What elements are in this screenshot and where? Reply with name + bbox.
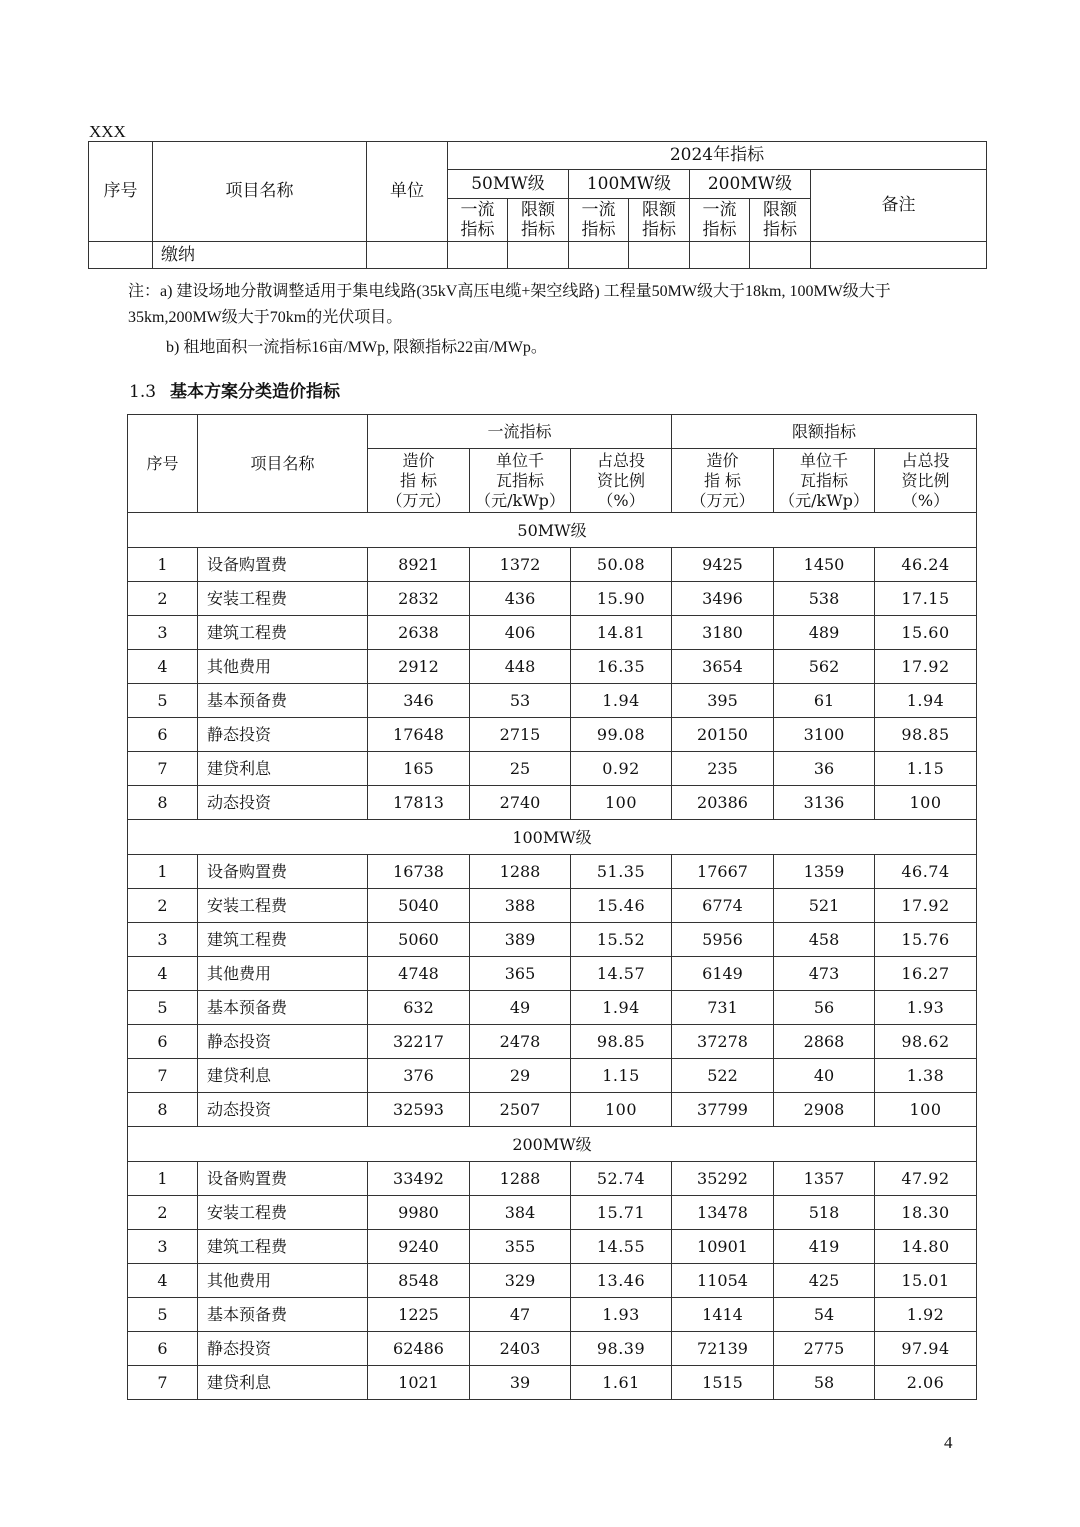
cell-unit-kw: 384 [470, 1196, 571, 1230]
cell-unit-kw: 1288 [470, 855, 571, 889]
cell-unit-kw: 473 [774, 957, 875, 991]
cell-unit-kw: 1372 [470, 548, 571, 582]
cell-seq: 4 [128, 1264, 198, 1298]
cell-ratio: 51.35 [571, 855, 672, 889]
cell-unit-kw: 47 [470, 1298, 571, 1332]
cell-ratio: 1.93 [875, 991, 977, 1025]
t1-header-quota: 限额 指标 [629, 199, 690, 242]
cell-ratio: 15.90 [571, 582, 672, 616]
table-row [128, 582, 977, 616]
group-label: 50MW级 [128, 513, 977, 548]
cell-ratio: 98.85 [875, 718, 977, 752]
cell-seq: 1 [128, 855, 198, 889]
table-row [128, 786, 977, 820]
cell-unit-kw: 40 [774, 1059, 875, 1093]
cell-unit-kw: 448 [470, 650, 571, 684]
t1-cell-value [690, 242, 750, 269]
cell-ratio: 16.27 [875, 957, 977, 991]
cell-cost: 3496 [672, 582, 774, 616]
cell-item-name: 设备购置费 [198, 548, 368, 582]
table-row [128, 1230, 977, 1264]
table-row [128, 855, 977, 889]
table-row [128, 1025, 977, 1059]
cell-unit-kw: 36 [774, 752, 875, 786]
cell-ratio: 17.92 [875, 650, 977, 684]
t2-header-cost: 造价 指 标 （万元） [368, 449, 470, 513]
cell-ratio: 1.15 [875, 752, 977, 786]
t2-header-name: 项目名称 [198, 415, 368, 513]
cell-item-name: 建贷利息 [198, 1366, 368, 1400]
t1-cell-value [750, 242, 811, 269]
cell-seq: 6 [128, 718, 198, 752]
cell-unit-kw: 3100 [774, 718, 875, 752]
cell-unit-kw: 425 [774, 1264, 875, 1298]
cell-cost: 8921 [368, 548, 470, 582]
cell-seq: 2 [128, 889, 198, 923]
t1-header-first-class: 一流 指标 [448, 199, 508, 242]
t1-header-100mw: 100MW级 [569, 170, 690, 199]
t2-header-seq: 序号 [128, 415, 198, 513]
cell-unit-kw: 2908 [774, 1093, 875, 1127]
cell-cost: 33492 [368, 1162, 470, 1196]
cell-unit-kw: 2507 [470, 1093, 571, 1127]
cell-cost: 9425 [672, 548, 774, 582]
cell-cost: 17648 [368, 718, 470, 752]
cost-indicator-table [127, 414, 977, 1400]
t2-header-ratio: 占总投 资比例 （%） [875, 449, 977, 513]
cell-ratio: 100 [875, 1093, 977, 1127]
cell-unit-kw: 56 [774, 991, 875, 1025]
cell-seq: 3 [128, 616, 198, 650]
t1-cell-value [508, 242, 569, 269]
t1-header-50mw: 50MW级 [448, 170, 569, 199]
cell-cost: 235 [672, 752, 774, 786]
section-title: 基本方案分类造价指标 [170, 382, 341, 402]
cell-unit-kw: 49 [470, 991, 571, 1025]
cell-cost: 35292 [672, 1162, 774, 1196]
table-row [128, 752, 977, 786]
cell-ratio: 46.24 [875, 548, 977, 582]
cell-ratio: 100 [571, 786, 672, 820]
t2-header-quota: 限额指标 [672, 415, 977, 449]
cell-ratio: 98.39 [571, 1332, 672, 1366]
cell-ratio: 14.81 [571, 616, 672, 650]
cell-item-name: 建筑工程费 [198, 923, 368, 957]
cell-unit-kw: 1357 [774, 1162, 875, 1196]
t1-header-first-class: 一流 指标 [690, 199, 750, 242]
cell-unit-kw: 406 [470, 616, 571, 650]
cell-unit-kw: 388 [470, 889, 571, 923]
cell-cost: 17813 [368, 786, 470, 820]
cell-ratio: 1.15 [571, 1059, 672, 1093]
cell-item-name: 安装工程费 [198, 889, 368, 923]
cell-unit-kw: 389 [470, 923, 571, 957]
cell-cost: 1225 [368, 1298, 470, 1332]
t1-header-first-class: 一流 指标 [569, 199, 629, 242]
cell-unit-kw: 562 [774, 650, 875, 684]
cell-cost: 32593 [368, 1093, 470, 1127]
cell-ratio: 100 [571, 1093, 672, 1127]
cell-unit-kw: 521 [774, 889, 875, 923]
cell-seq: 5 [128, 991, 198, 1025]
cell-ratio: 100 [875, 786, 977, 820]
cell-ratio: 15.52 [571, 923, 672, 957]
cell-ratio: 15.71 [571, 1196, 672, 1230]
cell-ratio: 2.06 [875, 1366, 977, 1400]
cell-cost: 165 [368, 752, 470, 786]
cell-ratio: 1.94 [571, 991, 672, 1025]
cell-item-name: 静态投资 [198, 718, 368, 752]
cell-ratio: 15.01 [875, 1264, 977, 1298]
cell-cost: 37799 [672, 1093, 774, 1127]
cell-cost: 2638 [368, 616, 470, 650]
cell-ratio: 1.94 [571, 684, 672, 718]
cell-item-name: 静态投资 [198, 1332, 368, 1366]
table-row [128, 684, 977, 718]
cell-cost: 37278 [672, 1025, 774, 1059]
cell-ratio: 1.93 [571, 1298, 672, 1332]
cell-ratio: 52.74 [571, 1162, 672, 1196]
cell-ratio: 14.57 [571, 957, 672, 991]
cell-unit-kw: 419 [774, 1230, 875, 1264]
cell-seq: 1 [128, 548, 198, 582]
cell-cost: 9240 [368, 1230, 470, 1264]
cell-unit-kw: 1450 [774, 548, 875, 582]
cell-unit-kw: 489 [774, 616, 875, 650]
cell-unit-kw: 58 [774, 1366, 875, 1400]
cell-cost: 6149 [672, 957, 774, 991]
table-row [128, 991, 977, 1025]
table-row [128, 1059, 977, 1093]
table-notes [128, 279, 958, 361]
cell-ratio: 0.92 [571, 752, 672, 786]
cell-ratio: 17.92 [875, 889, 977, 923]
table-row [128, 889, 977, 923]
table-row [128, 1093, 977, 1127]
table-row [128, 1162, 977, 1196]
group-row [128, 1127, 977, 1162]
cell-ratio: 13.46 [571, 1264, 672, 1298]
cell-cost: 11054 [672, 1264, 774, 1298]
cell-seq: 8 [128, 1093, 198, 1127]
cell-ratio: 50.08 [571, 548, 672, 582]
cell-item-name: 其他费用 [198, 1264, 368, 1298]
cell-unit-kw: 54 [774, 1298, 875, 1332]
cell-cost: 632 [368, 991, 470, 1025]
group-row [128, 513, 977, 548]
cell-ratio: 18.30 [875, 1196, 977, 1230]
t2-header-unit-kw: 单位千 瓦指标 （元/kWp） [470, 449, 571, 513]
cell-item-name: 安装工程费 [198, 582, 368, 616]
cell-ratio: 15.76 [875, 923, 977, 957]
cell-cost: 376 [368, 1059, 470, 1093]
t1-cell-remark [811, 242, 987, 269]
cell-unit-kw: 436 [470, 582, 571, 616]
cell-cost: 16738 [368, 855, 470, 889]
t1-cell-value [629, 242, 690, 269]
cell-item-name: 建贷利息 [198, 752, 368, 786]
cell-cost: 72139 [672, 1332, 774, 1366]
cell-cost: 20150 [672, 718, 774, 752]
group-label: 100MW级 [128, 820, 977, 855]
t1-cell-unit [367, 242, 448, 269]
cell-item-name: 其他费用 [198, 650, 368, 684]
t2-header-unit-kw: 单位千 瓦指标 （元/kWp） [774, 449, 875, 513]
t1-header-2024-indicator: 2024年指标 [448, 142, 987, 170]
cell-unit-kw: 458 [774, 923, 875, 957]
cell-unit-kw: 25 [470, 752, 571, 786]
t2-header-cost: 造价 指 标 （万元） [672, 449, 774, 513]
cell-unit-kw: 61 [774, 684, 875, 718]
cell-ratio: 1.92 [875, 1298, 977, 1332]
cell-cost: 5956 [672, 923, 774, 957]
table-row [128, 718, 977, 752]
cell-cost: 1515 [672, 1366, 774, 1400]
group-row [128, 820, 977, 855]
cell-ratio: 98.62 [875, 1025, 977, 1059]
cell-cost: 8548 [368, 1264, 470, 1298]
cell-unit-kw: 329 [470, 1264, 571, 1298]
note-a: 注：a) 建设场地分散调整适用于集电线路(35kV高压电缆+架空线路) 工程量50MW级大于18km, 100MW级大于35km,200MW级大于70km的光伏项目。 [128, 283, 891, 326]
cell-cost: 4748 [368, 957, 470, 991]
cell-item-name: 设备购置费 [198, 1162, 368, 1196]
cell-unit-kw: 2775 [774, 1332, 875, 1366]
cell-cost: 346 [368, 684, 470, 718]
cell-unit-kw: 518 [774, 1196, 875, 1230]
page-label: XXX [89, 122, 126, 141]
cell-seq: 6 [128, 1332, 198, 1366]
cell-cost: 62486 [368, 1332, 470, 1366]
cell-item-name: 基本预备费 [198, 684, 368, 718]
t1-header-quota: 限额 指标 [508, 199, 569, 242]
t1-header-name: 项目名称 [153, 142, 367, 242]
cell-cost: 3654 [672, 650, 774, 684]
cell-cost: 2832 [368, 582, 470, 616]
cell-seq: 4 [128, 957, 198, 991]
note-b: b) 租地面积一流指标16亩/MWp, 限额指标22亩/MWp。 [166, 339, 547, 356]
cell-seq: 4 [128, 650, 198, 684]
cell-cost: 3180 [672, 616, 774, 650]
table-row [128, 923, 977, 957]
cell-ratio: 1.94 [875, 684, 977, 718]
cell-ratio: 15.46 [571, 889, 672, 923]
cell-cost: 6774 [672, 889, 774, 923]
cell-item-name: 动态投资 [198, 1093, 368, 1127]
t1-cell-name: 缴纳 [153, 242, 367, 269]
cell-item-name: 动态投资 [198, 786, 368, 820]
cell-unit-kw: 538 [774, 582, 875, 616]
cell-seq: 5 [128, 1298, 198, 1332]
cell-seq: 2 [128, 582, 198, 616]
section-heading [129, 377, 340, 402]
cell-ratio: 16.35 [571, 650, 672, 684]
cell-cost: 522 [672, 1059, 774, 1093]
cell-ratio: 46.74 [875, 855, 977, 889]
cell-item-name: 基本预备费 [198, 1298, 368, 1332]
table-row [128, 548, 977, 582]
t2-header-ratio: 占总投 资比例 （%） [571, 449, 672, 513]
cell-cost: 5060 [368, 923, 470, 957]
t1-header-quota: 限额 指标 [750, 199, 811, 242]
cell-item-name: 安装工程费 [198, 1196, 368, 1230]
cell-ratio: 1.61 [571, 1366, 672, 1400]
cell-seq: 3 [128, 923, 198, 957]
cell-cost: 17667 [672, 855, 774, 889]
cell-ratio: 15.60 [875, 616, 977, 650]
cell-unit-kw: 2868 [774, 1025, 875, 1059]
cell-seq: 7 [128, 1366, 198, 1400]
cell-unit-kw: 39 [470, 1366, 571, 1400]
cell-ratio: 17.15 [875, 582, 977, 616]
cell-item-name: 基本预备费 [198, 991, 368, 1025]
cell-seq: 7 [128, 1059, 198, 1093]
table-row [128, 616, 977, 650]
table-row [128, 1332, 977, 1366]
cell-item-name: 设备购置费 [198, 855, 368, 889]
t1-header-seq: 序号 [89, 142, 153, 242]
t1-header-200mw: 200MW级 [690, 170, 811, 199]
page-number: 4 [944, 1433, 953, 1452]
table-row [128, 1298, 977, 1332]
t1-cell-value [569, 242, 629, 269]
cell-cost: 20386 [672, 786, 774, 820]
cell-unit-kw: 1359 [774, 855, 875, 889]
indicator-table-2024 [88, 141, 987, 269]
table-row [128, 1196, 977, 1230]
cell-unit-kw: 2715 [470, 718, 571, 752]
t1-header-unit: 单位 [367, 142, 448, 242]
cell-unit-kw: 3136 [774, 786, 875, 820]
cell-seq: 3 [128, 1230, 198, 1264]
cell-unit-kw: 2478 [470, 1025, 571, 1059]
cell-unit-kw: 53 [470, 684, 571, 718]
t1-cell-value [448, 242, 508, 269]
cell-item-name: 建贷利息 [198, 1059, 368, 1093]
cell-cost: 395 [672, 684, 774, 718]
cell-seq: 2 [128, 1196, 198, 1230]
cell-cost: 32217 [368, 1025, 470, 1059]
cell-item-name: 建筑工程费 [198, 1230, 368, 1264]
cell-ratio: 99.08 [571, 718, 672, 752]
cell-cost: 13478 [672, 1196, 774, 1230]
table-row [128, 957, 977, 991]
cell-ratio: 1.38 [875, 1059, 977, 1093]
cell-unit-kw: 2740 [470, 786, 571, 820]
cell-item-name: 静态投资 [198, 1025, 368, 1059]
cell-ratio: 47.92 [875, 1162, 977, 1196]
table-row [128, 650, 977, 684]
cell-item-name: 建筑工程费 [198, 616, 368, 650]
cell-cost: 1414 [672, 1298, 774, 1332]
table-row [128, 1366, 977, 1400]
cell-cost: 10901 [672, 1230, 774, 1264]
cell-cost: 1021 [368, 1366, 470, 1400]
cell-seq: 5 [128, 684, 198, 718]
cell-unit-kw: 2403 [470, 1332, 571, 1366]
cell-unit-kw: 29 [470, 1059, 571, 1093]
cell-unit-kw: 365 [470, 957, 571, 991]
cell-unit-kw: 355 [470, 1230, 571, 1264]
cell-cost: 5040 [368, 889, 470, 923]
cell-unit-kw: 1288 [470, 1162, 571, 1196]
cell-ratio: 98.85 [571, 1025, 672, 1059]
table-row [128, 1264, 977, 1298]
cell-cost: 2912 [368, 650, 470, 684]
section-number: 1.3 [129, 382, 157, 402]
cell-cost: 731 [672, 991, 774, 1025]
cell-seq: 7 [128, 752, 198, 786]
cell-ratio: 97.94 [875, 1332, 977, 1366]
cell-seq: 8 [128, 786, 198, 820]
t1-header-remark: 备注 [811, 170, 987, 242]
table-row [89, 242, 987, 269]
t1-cell-seq [89, 242, 153, 269]
cell-seq: 1 [128, 1162, 198, 1196]
cell-ratio: 14.55 [571, 1230, 672, 1264]
cell-ratio: 14.80 [875, 1230, 977, 1264]
cell-seq: 6 [128, 1025, 198, 1059]
t2-header-first-class: 一流指标 [368, 415, 672, 449]
cell-cost: 9980 [368, 1196, 470, 1230]
cell-item-name: 其他费用 [198, 957, 368, 991]
group-label: 200MW级 [128, 1127, 977, 1162]
